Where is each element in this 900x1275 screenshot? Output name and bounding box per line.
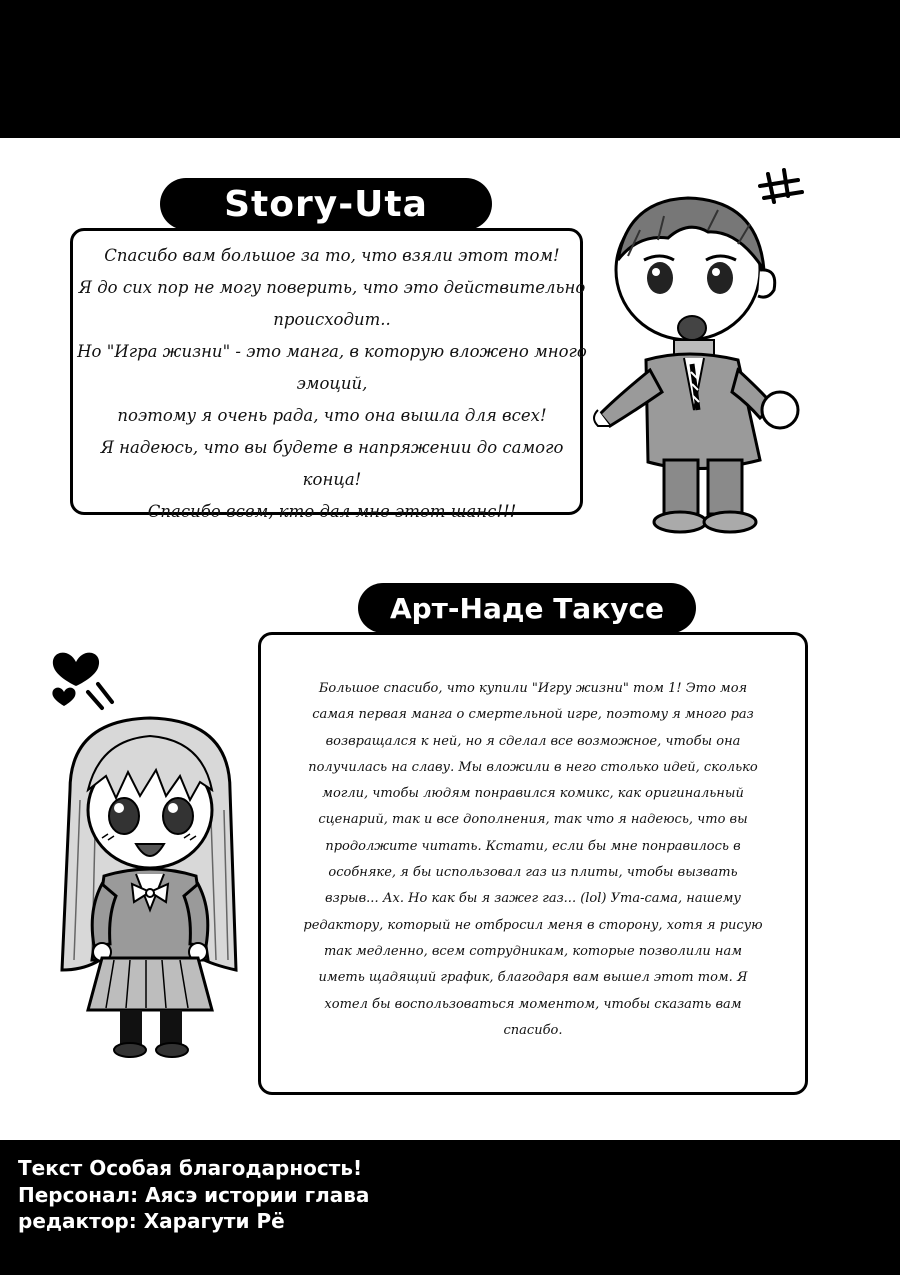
top-black-band	[0, 0, 900, 138]
credits-line: Персонал: Аясэ истории глава	[18, 1182, 370, 1207]
story-note-text	[72, 240, 592, 528]
art-note-text	[282, 676, 784, 1044]
art-line: получилась на славу. Мы вложили в него столько идей, сколько	[308, 759, 758, 775]
credits-line: Текст Особая благодарность!	[18, 1156, 363, 1180]
art-line: редактору, который не отбросил меня в сторону, хотя я рисую	[303, 917, 763, 933]
story-title: Story-Uta	[160, 178, 492, 230]
art-line: спасибо.	[503, 1022, 563, 1038]
story-line: поэтому я очень рада, что она вышла для всех!	[117, 406, 547, 425]
art-line: сценарий, так и все дополнения, так что я надеюсь, что вы	[318, 812, 748, 828]
art-line: возвращался к ней, но я сделал все возможное, чтобы она	[325, 733, 741, 749]
story-line: происходит..	[273, 310, 391, 329]
credits-line: редактор: Харагути Рё	[18, 1209, 285, 1233]
art-line: особняке, я бы использовал газ из плиты, чтобы вызвать	[328, 865, 738, 881]
art-line: хотел бы воспользоваться моментом, чтобы сказать вам	[324, 996, 742, 1012]
art-line: Большое спасибо, что купили "Игру жизни" том 1! Это моя	[318, 681, 748, 696]
art-line: самая первая манга о смертельной игре, поэтому я много раз	[312, 707, 754, 723]
story-line: Спасибо вам большое за то, что взяли этот том!	[104, 246, 560, 265]
art-line: иметь щадящий график, благодаря вам вышел этот том. Я	[318, 970, 748, 986]
art-line: продолжите читать. Кстати, если бы мне понравилось в	[325, 838, 741, 854]
story-line: Я надеюсь, что вы будете в напряжении до самого	[100, 438, 564, 457]
story-line: эмоций,	[296, 374, 368, 393]
art-title: Арт-Наде Такусе	[358, 583, 696, 633]
anger-mark-icon	[760, 170, 802, 202]
heart-icon	[53, 653, 99, 686]
art-line: так медленно, всем сотрудникам, которые позволили нам	[323, 943, 743, 959]
story-line: Спасибо всем, кто дал мне этот шанс!!!	[147, 502, 517, 521]
story-line: Но "Игра жизни" - это манга, в которую вложено много	[77, 342, 587, 361]
art-line: взрыв... Ах. Но как бы я зажег газ... (lol) Ута-сама, нашему	[325, 891, 741, 907]
story-line: Я до сих пор не могу поверить, что это действительно	[78, 278, 586, 297]
boy-chibi-illustration	[588, 160, 820, 540]
girl-chibi-illustration	[40, 640, 265, 1060]
small-heart-icon	[52, 688, 75, 706]
credits-block	[18, 1155, 618, 1235]
story-line: конца!	[302, 470, 362, 489]
art-line: могли, чтобы людям понравился комикс, как оригинальный	[322, 786, 744, 802]
